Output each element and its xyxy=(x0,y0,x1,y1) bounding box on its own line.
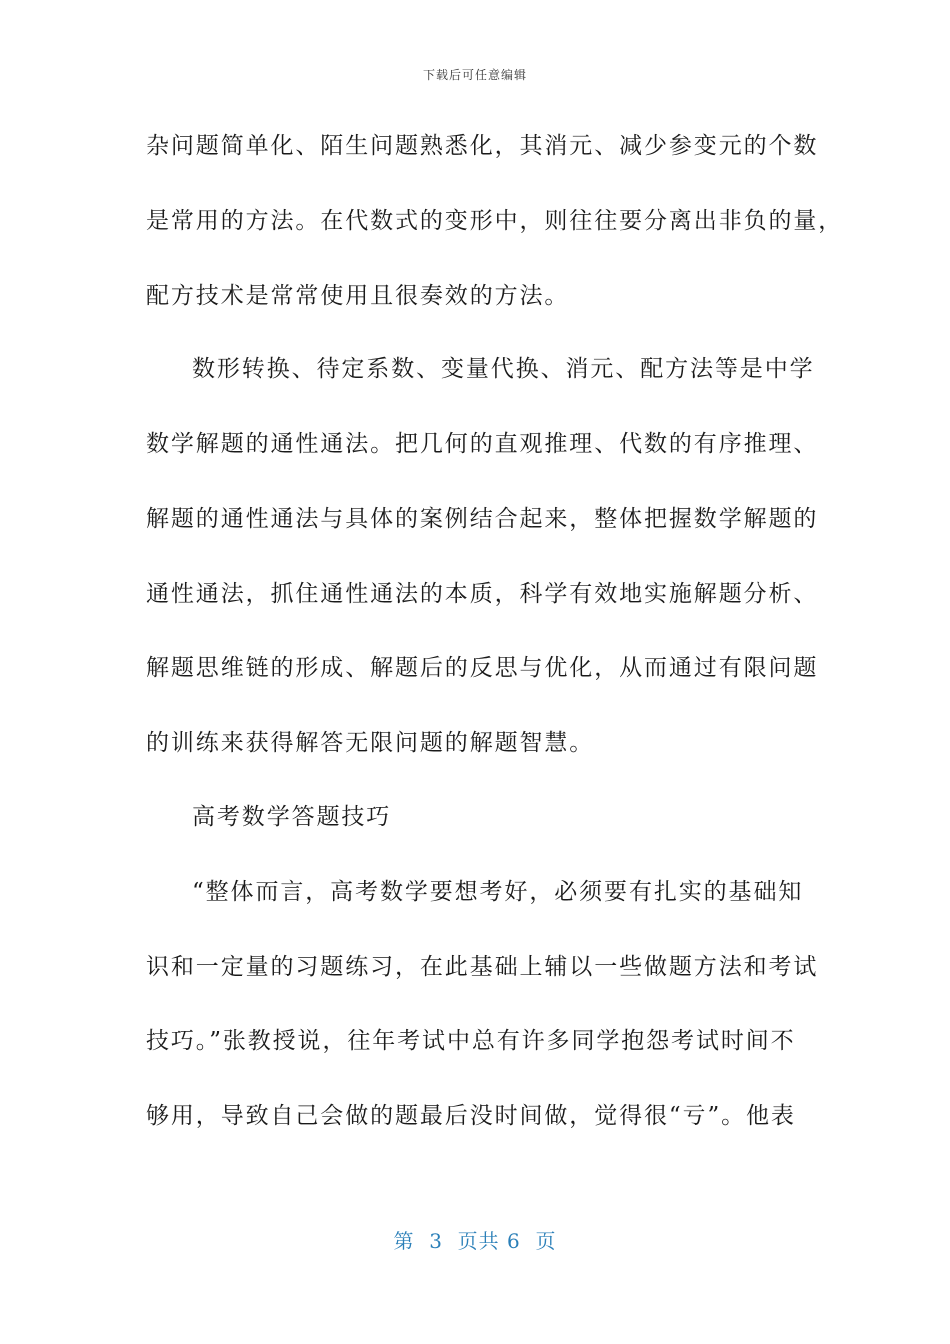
section-heading: 高考数学答题技巧 xyxy=(192,804,392,830)
text-line: 杂问题简单化、陌生问题熟悉化，其消元、减少参变元的个数 xyxy=(146,133,819,159)
paragraph-first-line: 数形转换、待定系数、变量代换、消元、配方法等是中学 xyxy=(192,356,815,382)
paragraph-first-line: “整体而言，高考数学要想考好，必须要有扎实的基础知 xyxy=(192,879,804,905)
text-line: 通性通法，抓住通性通法的本质，科学有效地实施解题分析、 xyxy=(146,581,819,607)
text-line: 识和一定量的习题练习，在此基础上辅以一些做题方法和考试 xyxy=(146,954,819,980)
page-number-footer: 第 3 页共 6 页 xyxy=(393,1229,557,1253)
text-line: 技巧。”张教授说，往年考试中总有许多同学抱怨考试时间不 xyxy=(146,1028,796,1054)
text-line: 够用，导致自己会做的题最后没时间做，觉得很“亏”。他表 xyxy=(146,1103,796,1129)
text-line: 的训练来获得解答无限问题的解题智慧。 xyxy=(146,730,595,756)
text-line: 是常用的方法。在代数式的变形中，则往往要分离出非负的量， xyxy=(146,208,844,234)
text-line: 数学解题的通性通法。把几何的直观推理、代数的有序推理、 xyxy=(146,431,819,457)
text-line: 解题思维链的形成、解题后的反思与优化，从而通过有限问题 xyxy=(146,655,819,681)
page-header-note: 下载后可任意编辑 xyxy=(422,68,527,82)
text-line: 解题的通性通法与具体的案例结合起来，整体把握数学解题的 xyxy=(146,506,819,532)
text-line: 配方技术是常常使用且很奏效的方法。 xyxy=(146,283,570,309)
